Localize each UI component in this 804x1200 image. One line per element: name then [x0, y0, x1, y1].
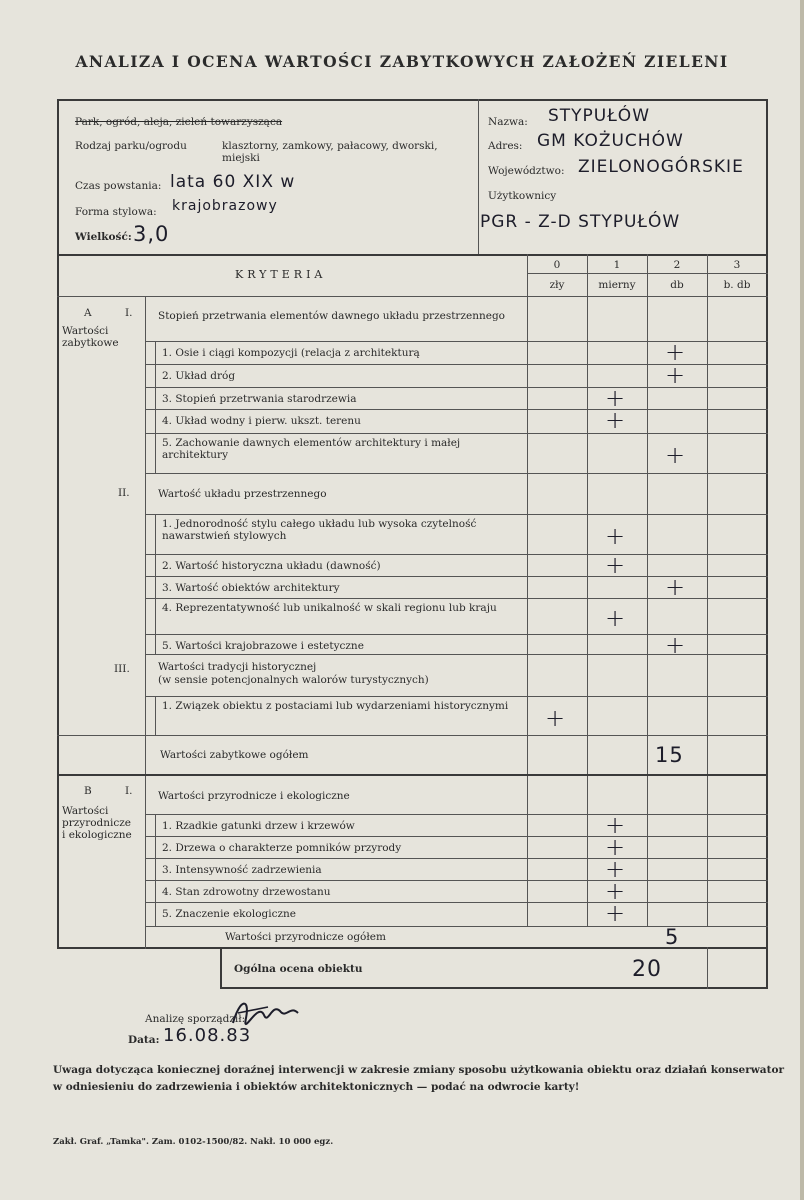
row-indent-line [155, 433, 156, 473]
row-line [145, 902, 768, 903]
criterion-label: 2. Układ dróg [162, 370, 236, 382]
row-indent-line [155, 696, 156, 735]
criterion-label: 2. Wartość historyczna układu (dawność) [162, 560, 381, 572]
row-line [145, 836, 768, 837]
plus-mark: + [665, 338, 686, 366]
section-b-name: Wartości przyrodnicze i ekologiczne [62, 805, 132, 841]
section-b-letter: B [84, 785, 92, 797]
row-line [145, 473, 768, 474]
plus-mark: + [665, 441, 686, 469]
b-total-value: 5 [665, 925, 680, 949]
plus-mark: + [605, 833, 626, 861]
plus-mark: + [605, 406, 626, 434]
row-indent-line [155, 598, 156, 634]
plus-mark: + [605, 551, 626, 579]
forma-value: krajobrazowy [172, 198, 278, 214]
plus-mark: + [605, 811, 626, 839]
col-line-2 [647, 254, 648, 926]
wojewodztwo-label: Województwo: [488, 165, 565, 177]
criterion-label: 3. Stopień przetrwania starodrzewia [162, 393, 357, 405]
paper-edge [800, 0, 804, 1200]
plus-mark: + [605, 877, 626, 905]
group-a3-title-1: Wartości tradycji historycznej [158, 661, 317, 673]
row-indent-line [155, 858, 156, 880]
overall-divider [707, 947, 708, 989]
nazwa-value: STYPUŁÓW [548, 106, 650, 126]
overall-label: Ogólna ocena obiektu [234, 963, 363, 975]
kryteria-label: KRYTERIA [235, 268, 327, 281]
rodzaj-options-2: miejski [222, 152, 260, 164]
row-indent-line [155, 634, 156, 654]
col-label-2: db [670, 279, 684, 291]
criterion-label: 4. Układ wodny i pierw. ukszt. terenu [162, 415, 361, 427]
data-value: 16.08.83 [163, 1025, 252, 1046]
section-a-roman-2: II. [118, 487, 130, 499]
uzytkownicy-value: PGR - Z-D STYPUŁÓW [480, 212, 681, 232]
group-a1-title: Stopień przetrwania elementów dawnego układu przestrzennego [158, 310, 505, 322]
row-indent-line [155, 364, 156, 387]
row-indent-line [155, 814, 156, 836]
rodzaj-options-1: klasztorny, zamkowy, pałacowy, dworski, [222, 140, 438, 152]
row-line [145, 433, 768, 434]
form-title: ANALIZA I OCENA WARTOŚCI ZABYTKOWYCH ZAŁOŻEŃ ZIELENI [75, 52, 729, 71]
section-a-name: Wartości zabytkowe [62, 325, 119, 349]
group-line-a2-start [145, 514, 768, 515]
criterion-label: 2. Drzewa o charakterze pomników przyrody [162, 842, 402, 854]
category-divider [145, 296, 146, 949]
plus-mark: + [665, 361, 686, 389]
section-a-roman-1: I. [125, 307, 133, 319]
plus-mark: + [545, 703, 566, 732]
criterion-label: 5. Znaczenie ekologiczne [162, 908, 297, 920]
data-label: Data: [128, 1034, 160, 1046]
row-line [145, 858, 768, 859]
a-total-value: 15 [655, 743, 684, 767]
row-indent-line [155, 880, 156, 902]
criterion-label: 1. Osie i ciągi kompozycji (relacja z architekturą [162, 347, 420, 359]
section-b-roman-1: I. [125, 785, 133, 797]
wojewodztwo-value: ZIELONOGÓRSKIE [578, 157, 744, 177]
criterion-label: 3. Wartość obiektów architektury [162, 582, 340, 594]
analiza-label: Analizę sporządził: [145, 1013, 246, 1025]
col-line-0 [527, 254, 528, 926]
plus-mark: + [605, 855, 626, 883]
plus-mark: + [665, 631, 686, 659]
note-line-1: Uwaga dotycząca koniecznej doraźnej interwencji w zakresie zmiany sposobu użytkowania obiektu oraz działań konserwator [53, 1064, 784, 1076]
czas-value: lata 60 XIX w [170, 172, 296, 192]
info-divider [478, 99, 479, 254]
section-divider [57, 774, 768, 776]
b-total-label: Wartości przyrodnicze ogółem [225, 931, 386, 943]
group-a3-title-2: (w sensie potencjonalnych walorów turystycznych) [158, 674, 429, 686]
header-top-line [57, 254, 768, 256]
col-num-0: 0 [553, 259, 561, 271]
czas-label: Czas powstania: [75, 180, 162, 192]
row-indent-line [155, 409, 156, 433]
a-total-label: Wartości zabytkowe ogółem [160, 749, 309, 761]
criterion-label: 4. Reprezentatywność lub unikalność w skali regionu lub kraju [162, 602, 497, 614]
adres-label: Adres: [488, 140, 523, 152]
forma-label: Forma stylowa: [75, 206, 157, 218]
col-label-1: mierny [598, 279, 636, 291]
criterion-label: 1. Związek obiektu z postaciami lub wydarzeniami historycznymi [162, 700, 509, 712]
printer-footer: Zakł. Graf. „Tamka". Zam. 0102-1500/82. Nakł. 10 000 egz. [53, 1137, 334, 1147]
col-line-1 [587, 254, 588, 926]
row-indent-line [155, 902, 156, 926]
criterion-label: 5. Wartości krajobrazowe i estetyczne [162, 640, 364, 652]
row-indent-line [155, 341, 156, 364]
criterion-label: 1. Rzadkie gatunki drzew i krzewów [162, 820, 355, 832]
row-indent-line [155, 514, 156, 554]
group-b1-title: Wartości przyrodnicze i ekologiczne [158, 790, 350, 802]
group-a2-title: Wartość układu przestrzennego [158, 488, 327, 500]
row-line [145, 554, 768, 555]
row-line [145, 880, 768, 881]
col-line-3 [707, 254, 708, 926]
row-indent-line [155, 554, 156, 576]
note-line-2: w odniesieniu do zadrzewienia i obiektów architektonicznych — podać na odwrocie karty! [53, 1081, 580, 1093]
col-num-3: 3 [733, 259, 741, 271]
nazwa-label: Nazwa: [488, 116, 528, 128]
uzytkownicy-label: Użytkownicy [488, 190, 557, 202]
group-line-a3-start [145, 696, 768, 697]
section-a-roman-3: III. [114, 663, 130, 675]
plus-mark: + [665, 573, 686, 601]
rodzaj-label: Rodzaj parku/ogrodu [75, 140, 187, 152]
plus-mark: + [605, 604, 626, 632]
wielkosc-value: 3,0 [133, 222, 170, 246]
row-indent-line [155, 836, 156, 858]
row-indent-line [155, 576, 156, 598]
adres-value: GM KOŻUCHÓW [537, 131, 684, 151]
col-label-3: b. db [723, 279, 751, 291]
section-a-letter: A [84, 307, 92, 319]
row-line [145, 409, 768, 410]
wielkosc-label: Wielkość: [75, 231, 132, 243]
plus-mark: + [605, 522, 626, 550]
plus-mark: + [605, 899, 626, 927]
a-total-top-line [57, 735, 768, 736]
row-indent-line [155, 387, 156, 409]
col-num-1: 1 [613, 259, 621, 271]
criterion-label: 1. Jednorodność stylu całego układu lub wysoka czytelność nawarstwień stylowych [162, 518, 477, 542]
col-num-2: 2 [673, 259, 681, 271]
criterion-label: 3. Intensywność zadrzewienia [162, 864, 322, 876]
overall-value: 20 [632, 957, 662, 982]
park-label: Park, ogród, aleja, zieleń towarzysząca [75, 116, 283, 128]
criterion-label: 4. Stan zdrowotny drzewostanu [162, 886, 331, 898]
header-bottom-line [57, 296, 768, 297]
col-label-0: zły [549, 279, 565, 291]
header-mid-line [527, 273, 768, 274]
criterion-label: 5. Zachowanie dawnych elementów architektury i małej architektury [162, 437, 461, 461]
plus-mark: + [605, 384, 626, 412]
group-line-b1-start [145, 814, 768, 815]
